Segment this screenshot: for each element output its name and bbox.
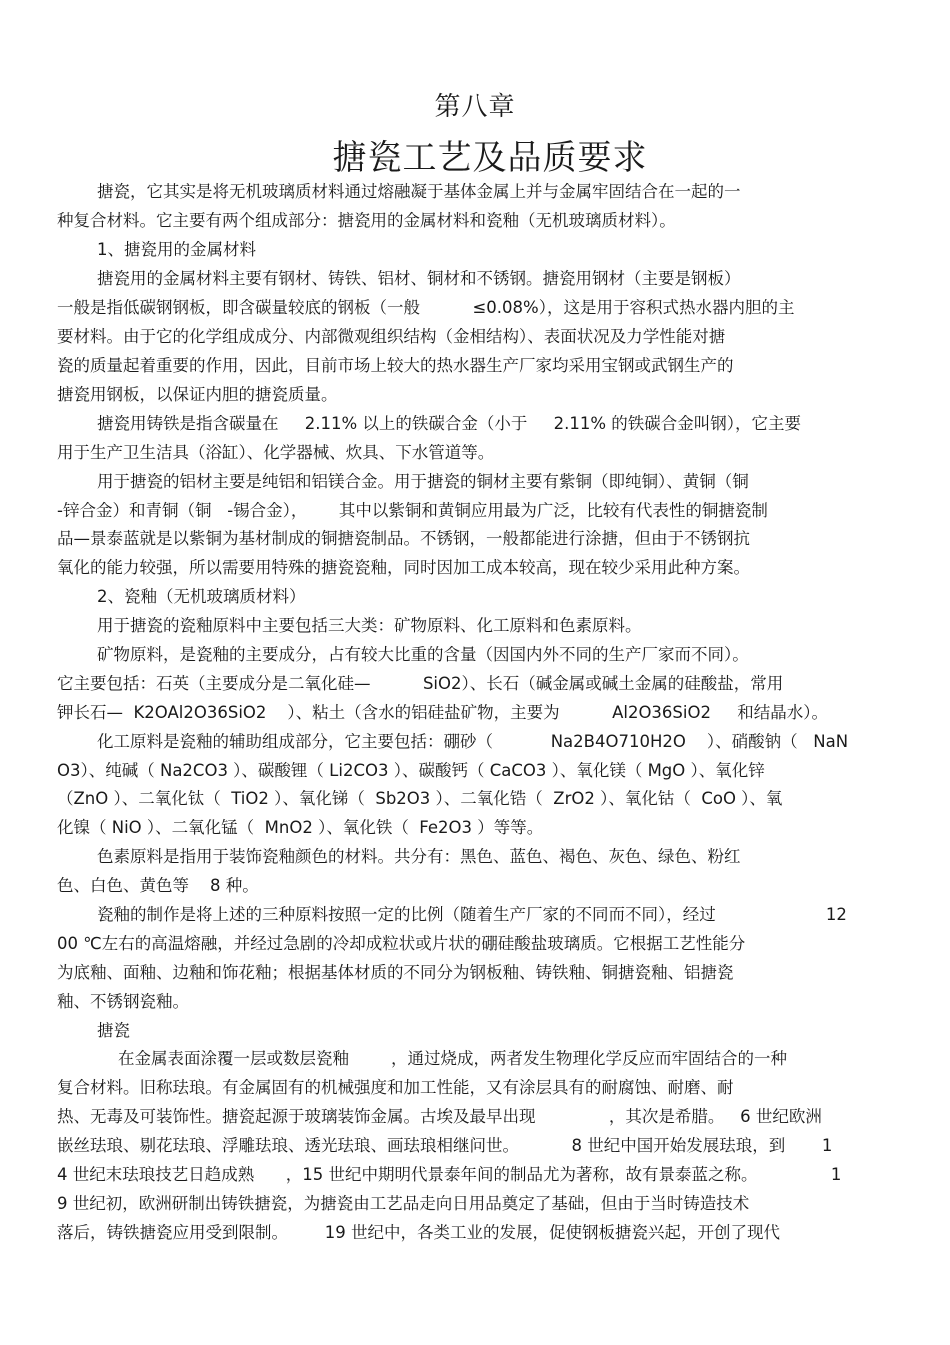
text-line: 色、白色、黄色等 8 种。 xyxy=(57,876,259,895)
text-line: 一般是指低碳钢钢板，即含碳量较底的钢板（一般 ≤0.08%），这是用于容积式热水器内胆的主 xyxy=(57,298,795,317)
text-line: 要材料。由于它的化学组成成分、内部微观组织结构（金相结构）、表面状况及力学性能对搪 xyxy=(57,327,726,346)
text-line: 搪瓷，它其实是将无机玻璃质材料通过熔融凝于基体金属上并与金属牢固结合在一起的一 xyxy=(97,182,741,201)
text-line: 搪瓷用的金属材料主要有钢材、铸铁、铝材、铜材和不锈钢。搪瓷用钢材（主要是钢板） xyxy=(97,269,741,288)
text-line: 用于搪瓷的铝材主要是纯铝和铝镁合金。用于搪瓷的铜材主要有紫铜（即纯铜）、黄铜（铜 xyxy=(97,472,749,491)
text-line: 化镍（ NiO ）、二氧化锰（ MnO2 ）、氧化铁（ Fe2O3 ）等等。 xyxy=(57,818,544,837)
text-line: 在金属表面涂覆一层或数层瓷釉 ，通过烧成，两者发生物理化学反应而牢固结合的一种 xyxy=(118,1049,787,1068)
text-line: 用于生产卫生洁具（浴缸）、化学器械、炊具、下水管道等。 xyxy=(57,443,495,462)
section-heading-glaze: 2、瓷釉（无机玻璃质材料） xyxy=(97,587,306,606)
text-line: （ZnO ）、二氧化钛（ TiO2 ）、氧化锑（ Sb2O3 ）、二氧化锆（ ZrO2 ）、氧化钴（ CoO ）、氧 xyxy=(57,789,783,808)
text-line: 搪瓷用钢板，以保证内胆的搪瓷质量。 xyxy=(57,385,338,404)
text-line: 落后，铸铁搪瓷应用受到限制。 19 世纪中，各类工业的发展，促使钢板搪瓷兴起，开创了现代 xyxy=(57,1223,780,1242)
text-line: 搪瓷用铸铁是指含碳量在 2.11% 以上的铁碳合金（小于 2.11% 的铁碳合金叫钢），它主要 xyxy=(97,414,802,433)
text-line: 4 世纪末珐琅技艺日趋成熟 ，15 世纪中期明代景泰年间的制品尤为著称，故有景泰蓝之称。 1 xyxy=(57,1165,842,1184)
document-title: 搪瓷工艺及品质要求 xyxy=(332,138,648,178)
text-line: 品—景泰蓝就是以紫铜为基材制成的铜搪瓷制品。不锈钢，一般都能进行涂搪，但由于不锈钢抗 xyxy=(57,529,750,548)
text-line: 釉、不锈钢瓷釉。 xyxy=(57,992,189,1011)
text-line: 瓷的质量起着重要的作用，因此，目前市场上较大的热水器生产厂家均采用宝钢或武钢生产的 xyxy=(57,356,734,375)
text-line: 氧化的能力较强，所以需要用特殊的搪瓷瓷釉，同时因加工成本较高，现在较少采用此种方案。 xyxy=(57,558,750,577)
text-line: 为底釉、面釉、边釉和饰花釉；根据基体材质的不同分为钢板釉、铸铁釉、铜搪瓷釉、铝搪瓷 xyxy=(57,963,734,982)
chapter-heading: 第八章 xyxy=(434,92,516,122)
text-line: 嵌丝珐琅、剔花珐琅、浮雕珐琅、透光珐琅、画珐琅相继问世。 8 世纪中国开始发展珐琅，到 1 xyxy=(57,1136,833,1155)
text-line: 用于搪瓷的瓷釉原料中主要包括三大类：矿物原料、化工原料和色素原料。 xyxy=(97,616,642,635)
text-line: 化工原料是瓷釉的辅助组成部分，它主要包括：硼砂（ Na2B4O710H2O ）、硝酸钠（ NaN xyxy=(97,732,849,751)
text-line: 9 世纪初，欧洲研制出铸铁搪瓷，为搪瓷由工艺品走向日用品奠定了基础，但由于当时铸造技术 xyxy=(57,1194,750,1213)
text-line: 种复合材料。它主要有两个组成部分：搪瓷用的金属材料和瓷釉（无机玻璃质材料）。 xyxy=(57,211,676,230)
section-heading-enamel: 搪瓷 xyxy=(97,1021,130,1040)
text-line: -锌合金）和青铜（铜 -锡合金）， 其中以紫铜和黄铜应用最为广泛，比较有代表性的铜搪瓷制 xyxy=(57,501,768,520)
section-heading-metal: 1、搪瓷用的金属材料 xyxy=(97,240,256,259)
text-line: 00 ℃左右的高温熔融，并经过急剧的冷却成粒状或片状的硼硅酸盐玻璃质。它根据工艺性能分 xyxy=(57,934,746,953)
text-line: 复合材料。旧称珐琅。有金属固有的机械强度和加工性能，又有涂层具有的耐腐蚀、耐磨、耐 xyxy=(57,1078,734,1097)
text-line: 瓷釉的制作是将上述的三种原料按照一定的比例（随着生产厂家的不同而不同），经过 12 xyxy=(97,905,847,924)
text-line: 色素原料是指用于装饰瓷釉颜色的材料。共分有：黑色、蓝色、褐色、灰色、绿色、粉红 xyxy=(97,847,741,866)
text-line: 矿物原料，是瓷釉的主要成分，占有较大比重的含量（因国内外不同的生产厂家而不同）。 xyxy=(97,645,749,664)
text-line: 它主要包括：石英（主要成分是二氧化硅— SiO2）、长石（碱金属或碱土金属的硅酸盐，常用 xyxy=(57,674,784,693)
text-line: O3）、纯碱（ Na2CO3 ）、碳酸锂（ Li2CO3 ）、碳酸钙（ CaCO3 ）、氧化镁（ MgO ）、氧化锌 xyxy=(57,761,765,780)
text-line: 钾长石— K2OAl2O36SiO2 ）、粘土（含水的铝硅盐矿物，主要为 Al2O36SiO2 和结晶水）。 xyxy=(57,703,828,722)
text-line: 热、无毒及可装饰性。搪瓷起源于玻璃装饰金属。古埃及最早出现 ，其次是希腊。 6 世纪欧洲 xyxy=(57,1107,822,1126)
